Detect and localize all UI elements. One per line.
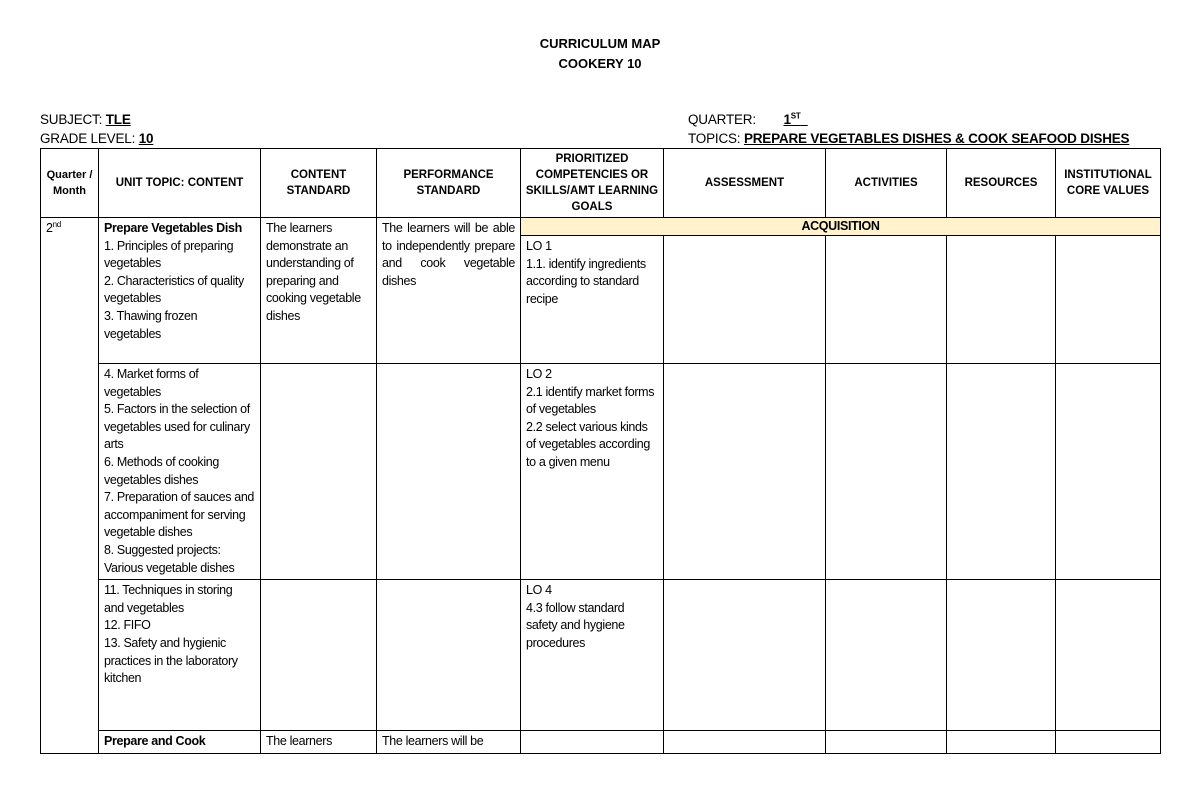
unit-items: 1. Principles of preparing vegetables 2. Characteristics of quality vegetables 3. Thawing frozen vegetables [104, 238, 244, 341]
unit-topic-cell-4: Prepare and Cook [99, 731, 261, 754]
quarter-value: 1ST [783, 111, 801, 127]
header-resources: RESOURCES [947, 149, 1056, 218]
performance-standard-cell-1: The learners will be able to independently prepare and cook vegetable dishes [377, 218, 521, 364]
content-standard-cell-3 [261, 580, 377, 731]
curriculum-table [40, 148, 1161, 754]
resources-cell-2 [947, 364, 1056, 580]
unit-title: Prepare Vegetables Dish [104, 221, 242, 235]
header-core-values: INSTITUTIONAL CORE VALUES [1056, 149, 1161, 218]
core-values-cell-2 [1056, 364, 1161, 580]
grade-value: 10 [138, 131, 154, 146]
header-assessment: ASSESSMENT [664, 149, 826, 218]
performance-standard-cell-4: The learners will be [377, 731, 521, 754]
competency-cell-4 [521, 731, 664, 754]
unit-topic-cell-2: 4. Market forms of vegetables 5. Factors in the selection of vegetables used for culinary arts 6. Methods of cooking vegetables dishes 7. Preparation of sauces and accompaniment for serving vegetable dishes 8. Suggested projects: Various vegetable dishes [99, 364, 261, 580]
activities-cell-1 [826, 236, 947, 364]
header-prioritized-competencies: PRIORITIZED COMPETENCIES OR SKILLS/AMT LEARNING GOALS [521, 149, 664, 218]
grade-label: GRADE LEVEL: [40, 131, 136, 146]
table-row [41, 731, 1161, 754]
assessment-cell-1 [664, 236, 826, 364]
content-standard-cell-1: The learners demonstrate an understanding of preparing and cooking vegetable dishes [261, 218, 377, 364]
assessment-cell-4 [664, 731, 826, 754]
document-subtitle: COOKERY 10 [558, 56, 642, 71]
quarter-label: QUARTER: [688, 112, 756, 127]
subject-value: TLE [105, 112, 131, 127]
header-activities: ACTIVITIES [826, 149, 947, 218]
content-standard-cell-4: The learners [261, 731, 377, 754]
acquisition-row [41, 218, 1161, 236]
content-standard-cell-2 [261, 364, 377, 580]
quarter-cell: 2nd [41, 218, 99, 754]
competency-cell-1: LO 1 1.1. identify ingredients according to standard recipe [521, 236, 664, 364]
core-values-cell-3 [1056, 580, 1161, 731]
header-quarter: Quarter / Month [41, 149, 99, 218]
core-values-cell-1 [1056, 236, 1161, 364]
topics-value: PREPARE VEGETABLES DISHES & COOK SEAFOOD DISHES [743, 131, 1130, 146]
table-row [41, 580, 1161, 731]
grade-line [40, 131, 153, 146]
unit-topic-cell-3: 11. Techniques in storing and vegetables 12. FIFO 13. Safety and hygienic practices in the laboratory kitchen [99, 580, 261, 731]
topics-label: TOPICS: [688, 131, 741, 146]
activities-cell-2 [826, 364, 947, 580]
performance-standard-cell-2 [377, 364, 521, 580]
competency-cell-3: LO 4 4.3 follow standard safety and hygiene procedures [521, 580, 664, 731]
table-row [41, 364, 1161, 580]
competency-cell-2: LO 2 2.1 identify market forms of vegetables 2.2 select various kinds of vegetables according to a given menu [521, 364, 664, 580]
header-row [41, 149, 1161, 218]
resources-cell-3 [947, 580, 1056, 731]
unit-topic-cell-1 [99, 218, 261, 364]
activities-cell-4 [826, 731, 947, 754]
quarter-line [688, 112, 808, 127]
acquisition-banner: ACQUISITION [521, 218, 1161, 236]
performance-standard-cell-3 [377, 580, 521, 731]
topics-line [688, 131, 1129, 146]
subject-line [40, 112, 131, 127]
core-values-cell-4 [1056, 731, 1161, 754]
header-performance-standard: PERFORMANCE STANDARD [377, 149, 521, 218]
assessment-cell-2 [664, 364, 826, 580]
activities-cell-3 [826, 580, 947, 731]
subject-label: SUBJECT: [40, 112, 103, 127]
document-title: CURRICULUM MAP [539, 36, 661, 51]
header-content-standard: CONTENT STANDARD [261, 149, 377, 218]
resources-cell-4 [947, 731, 1056, 754]
assessment-cell-3 [664, 580, 826, 731]
resources-cell-1 [947, 236, 1056, 364]
header-unit-topic: UNIT TOPIC: CONTENT [99, 149, 261, 218]
